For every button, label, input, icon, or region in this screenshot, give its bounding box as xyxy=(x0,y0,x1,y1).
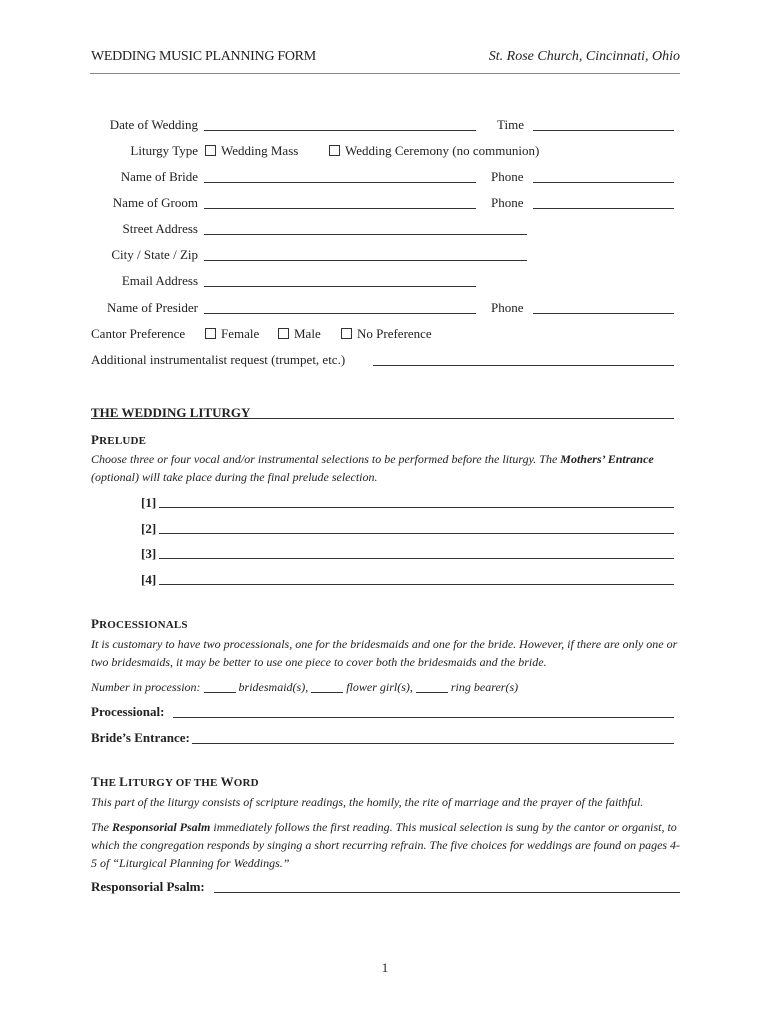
bride-phone-label: Phone xyxy=(491,169,524,184)
brides-entrance-field[interactable] xyxy=(192,743,674,744)
liturgy-type-label: Liturgy Type xyxy=(130,143,198,158)
responsorial-psalm-description: The Responsorial Psalm immediately follows the first reading. This musical selection is sung by the cantor or organist, to which the congregation responds by singing a short recurring refrain. The five choices for weddings are found on pages 4-5 of “Liturgical Planning for Weddings.” xyxy=(91,820,681,870)
responsorial-psalm-label: Responsorial Psalm: xyxy=(91,879,205,894)
prelude-item-1-label: [1] xyxy=(141,495,157,510)
male-checkbox[interactable] xyxy=(278,328,289,339)
prelude-item-4-label: [4] xyxy=(141,572,157,587)
female-checkbox[interactable] xyxy=(205,328,216,339)
email-address-field[interactable] xyxy=(204,286,476,287)
processional-field[interactable] xyxy=(173,717,674,718)
responsorial-psalm-field[interactable] xyxy=(214,892,680,893)
groom-phone-label: Phone xyxy=(491,195,524,210)
prelude-item-2-label: [2] xyxy=(141,521,157,536)
city-state-zip-field[interactable] xyxy=(204,260,527,261)
header-divider xyxy=(90,73,680,74)
presider-phone-label: Phone xyxy=(491,300,524,315)
groom-name-field[interactable] xyxy=(204,208,476,209)
bride-name-label: Name of Bride xyxy=(120,169,198,184)
male-text: Male xyxy=(294,326,321,341)
date-of-wedding-label: Date of Wedding xyxy=(109,117,198,132)
cantor-option-no-preference[interactable] xyxy=(341,326,432,342)
page-number: 1 xyxy=(381,960,389,975)
bride-phone-field[interactable] xyxy=(533,182,674,183)
liturgy-option-ceremony[interactable] xyxy=(329,143,539,159)
processionals-heading: PROCESSIONALS xyxy=(91,616,188,631)
wedding-liturgy-underline xyxy=(91,418,674,419)
groom-name-label: Name of Groom xyxy=(112,195,198,210)
wedding-ceremony-checkbox[interactable] xyxy=(329,145,340,156)
prelude-item-3-field[interactable] xyxy=(159,558,674,559)
brides-entrance-label: Bride’s Entrance: xyxy=(91,730,190,745)
time-label: Time xyxy=(497,117,524,132)
flower-girls-count-field[interactable] xyxy=(311,692,343,693)
prelude-description: Choose three or four vocal and/or instrumental selections to be performed before the liturgy. The Mothers’ Entrance (optional) will take place during the final prelude selection. xyxy=(91,452,654,484)
cantor-option-male[interactable] xyxy=(278,326,321,342)
prelude-item-4-field[interactable] xyxy=(159,584,674,585)
instrumentalist-field[interactable] xyxy=(373,365,674,366)
prelude-item-1-field[interactable] xyxy=(159,507,674,508)
date-of-wedding-field[interactable] xyxy=(204,130,476,131)
form-title: WEDDING MUSIC PLANNING FORM xyxy=(91,49,316,64)
street-address-field[interactable] xyxy=(204,234,527,235)
wedding-liturgy-title: THE WEDDING LITURGY xyxy=(91,405,251,420)
liturgy-option-mass[interactable] xyxy=(205,143,298,159)
female-text: Female xyxy=(221,326,260,341)
bridesmaids-count-field[interactable] xyxy=(204,692,236,693)
prelude-heading: PRELUDE xyxy=(91,432,147,447)
email-address-label: Email Address xyxy=(121,273,198,288)
ring-bearers-count-field[interactable] xyxy=(416,692,448,693)
processionals-description: It is customary to have two processionals, one for the bridesmaids and one for the bride. However, if there are only one or two bridesmaids, it may be better to use one piece to cover both the bridesmaids and the bride. xyxy=(91,637,678,669)
wedding-ceremony-text: Wedding Ceremony (no communion) xyxy=(345,143,540,158)
wedding-mass-text: Wedding Mass xyxy=(221,143,299,158)
church-location: St. Rose Church, Cincinnati, Ohio xyxy=(488,49,680,64)
groom-phone-field[interactable] xyxy=(533,208,674,209)
liturgy-of-the-word-heading: THE LITURGY OF THE WORD xyxy=(91,774,259,789)
wedding-mass-checkbox[interactable] xyxy=(205,145,216,156)
street-address-label: Street Address xyxy=(122,221,198,236)
prelude-item-2-field[interactable] xyxy=(159,533,674,534)
presider-name-field[interactable] xyxy=(204,313,476,314)
processional-label: Processional: xyxy=(91,704,165,719)
cantor-preference-label: Cantor Preference xyxy=(91,326,186,341)
instrumentalist-label: Additional instrumentalist request (trumpet, etc.) xyxy=(91,352,346,367)
time-field[interactable] xyxy=(533,130,674,131)
presider-name-label: Name of Presider xyxy=(107,300,198,315)
bride-name-field[interactable] xyxy=(204,182,476,183)
cantor-option-female[interactable] xyxy=(205,326,259,342)
number-in-procession: Number in procession: bridesmaid(s), flower girl(s), ring bearer(s) xyxy=(91,680,519,694)
presider-phone-field[interactable] xyxy=(533,313,674,314)
prelude-item-3-label: [3] xyxy=(141,546,157,561)
no-preference-checkbox[interactable] xyxy=(341,328,352,339)
no-preference-text: No Preference xyxy=(357,326,432,341)
city-state-zip-label: City / State / Zip xyxy=(111,247,198,262)
liturgy-of-the-word-description: This part of the liturgy consists of scripture readings, the homily, the rite of marriage and the prayer of the faithful. xyxy=(91,795,644,809)
